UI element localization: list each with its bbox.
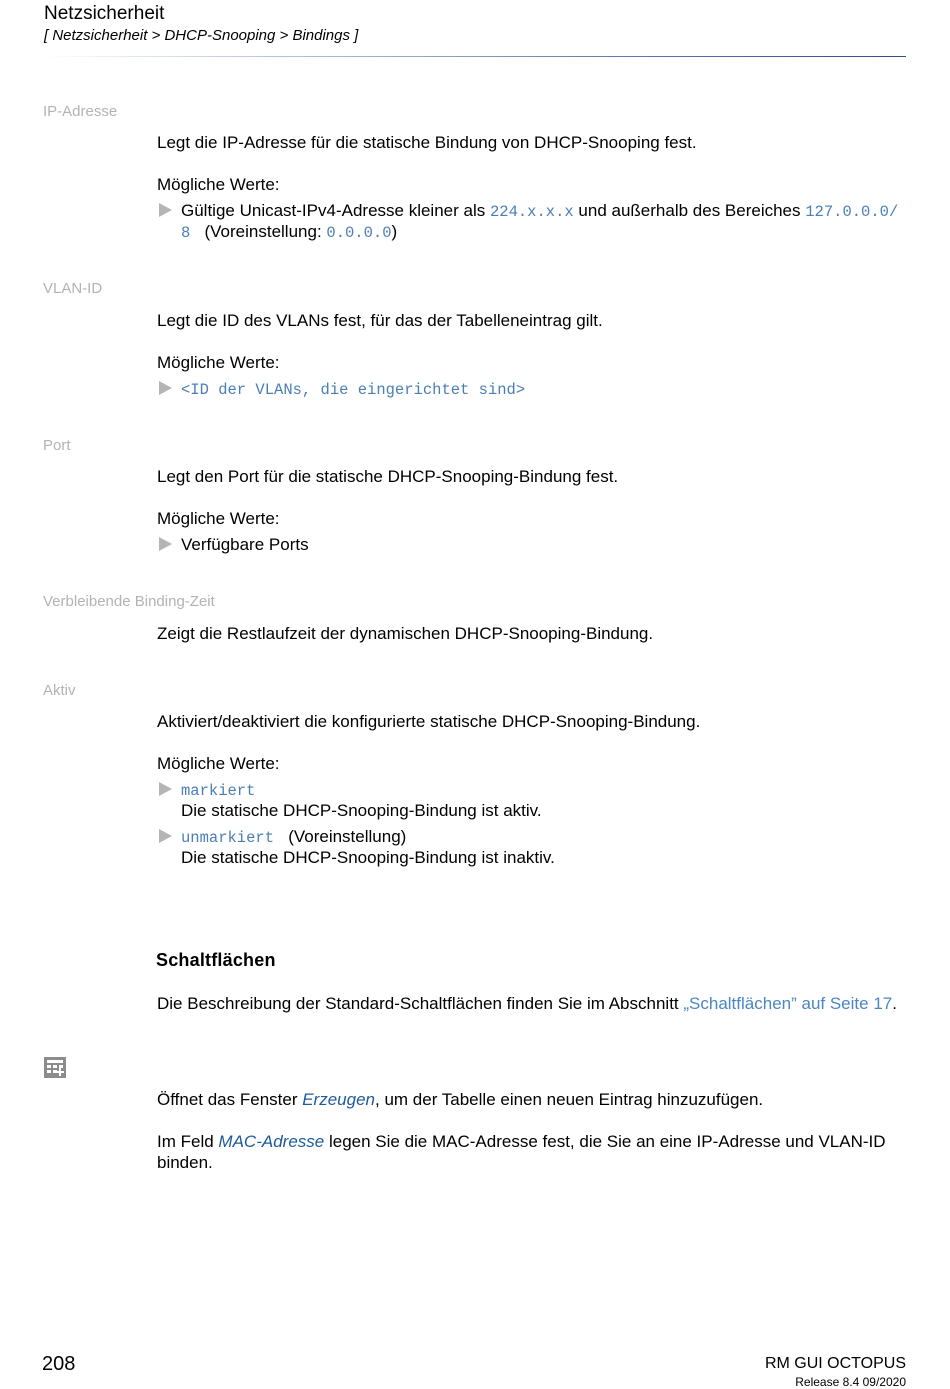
mac-description-line-1 xyxy=(157,1131,886,1152)
create-desc-2: , um der Tabelle einen neuen Eintrag hinzuzufügen. xyxy=(375,1090,764,1109)
ip-default-open: (Voreinstellung: xyxy=(204,222,322,241)
ip-value-line-1 xyxy=(181,200,898,223)
mac-description-line-2: binden. xyxy=(157,1153,213,1172)
active-unmarked-code: unmarkiert xyxy=(181,829,275,847)
vlan-description: Legt die ID des VLANs fest, für das der Tabelleneintrag gilt. xyxy=(157,311,603,330)
create-desc-1: Öffnet das Fenster xyxy=(157,1090,298,1109)
bullet-icon xyxy=(159,381,172,395)
vlan-value xyxy=(181,378,525,401)
active-description: Aktiviert/deaktiviert die konfigurierte statische DHCP-Snooping-Bindung. xyxy=(157,712,701,731)
create-window-link[interactable]: Erzeugen xyxy=(302,1090,375,1109)
bullet-icon xyxy=(159,829,172,843)
buttons-intro-text: Die Beschreibung der Standard-Schaltflächen finden Sie im Abschnitt xyxy=(157,994,679,1013)
port-value: Verfügbare Ports xyxy=(181,535,309,554)
mac-desc-2: legen Sie die MAC-Adresse fest, die Sie an eine IP-Adresse und VLAN-ID xyxy=(328,1132,886,1151)
ip-value-code-1: 224.x.x.x xyxy=(489,203,574,221)
mac-address-link[interactable]: MAC-Adresse xyxy=(218,1132,325,1151)
section-heading-buttons: Schaltflächen xyxy=(156,950,276,970)
create-description xyxy=(157,1089,763,1110)
term-ip-address: IP-Adresse xyxy=(43,103,118,120)
ip-value-text-2: und außerhalb des Bereiches xyxy=(578,201,801,220)
term-vlan-id: VLAN-ID xyxy=(43,280,103,297)
bullet-icon xyxy=(159,203,172,217)
ip-value-code-2a: 127.0.0.0/ xyxy=(805,203,899,221)
add-row-icon xyxy=(44,1057,66,1078)
active-marked-code: markiert xyxy=(181,782,256,800)
document-title: RM GUI OCTOPUS xyxy=(764,1355,906,1372)
buttons-intro-end: . xyxy=(892,994,897,1013)
release-info: Release 8.4 09/2020 xyxy=(795,1375,906,1389)
active-marked-desc: Die statische DHCP-Snooping-Bindung ist aktiv. xyxy=(181,801,542,820)
bullet-icon xyxy=(159,537,172,551)
term-port: Port xyxy=(43,437,71,454)
ip-default-code: 0.0.0.0 xyxy=(326,224,392,242)
vlan-value-code: <ID der VLANs, die eingerichtet sind> xyxy=(181,381,526,399)
ip-value-code-2b: 8 xyxy=(181,224,191,242)
vlan-possible-values-label: Mögliche Werte: xyxy=(157,353,280,372)
mac-desc-1: Im Feld xyxy=(157,1132,214,1151)
chapter-title: Netzsicherheit xyxy=(44,3,165,24)
breadcrumb: [ Netzsicherheit > DHCP-Snooping > Bindings ] xyxy=(44,27,359,44)
page-number: 208 xyxy=(42,1353,76,1375)
active-possible-values-label: Mögliche Werte: xyxy=(157,754,280,773)
active-unmarked-default: (Voreinstellung) xyxy=(288,827,407,846)
port-possible-values-label: Mögliche Werte: xyxy=(157,509,280,528)
ip-default-close: ) xyxy=(391,222,398,241)
ip-value-text-1: Gültige Unicast-IPv4-Adresse kleiner als xyxy=(181,201,486,220)
buttons-intro xyxy=(157,993,897,1014)
ip-possible-values-label: Mögliche Werte: xyxy=(157,175,280,194)
active-unmarked-value xyxy=(181,826,406,849)
term-remaining-binding-time: Verbleibende Binding-Zeit xyxy=(43,593,215,610)
ip-value-line-2 xyxy=(181,221,397,244)
header-divider xyxy=(44,56,906,57)
active-unmarked-desc: Die statische DHCP-Snooping-Bindung ist inaktiv. xyxy=(181,848,555,867)
port-description: Legt den Port für die statische DHCP-Snooping-Bindung fest. xyxy=(157,467,619,486)
remaining-description: Zeigt die Restlaufzeit der dynamischen DHCP-Snooping-Bindung. xyxy=(157,624,654,643)
bullet-icon xyxy=(159,782,172,796)
term-active: Aktiv xyxy=(43,682,76,699)
active-marked-value xyxy=(181,779,255,802)
ip-description: Legt die IP-Adresse für die statische Bindung von DHCP-Snooping fest. xyxy=(157,133,697,152)
buttons-intro-link[interactable]: „Schaltflächen” auf Seite 17 xyxy=(683,994,893,1013)
